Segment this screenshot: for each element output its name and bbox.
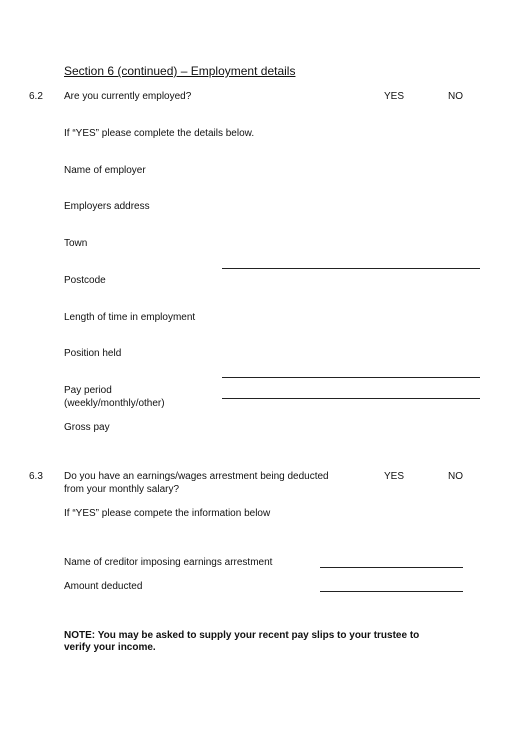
q62-yes-option[interactable]: YES — [384, 91, 405, 102]
section-title: Section 6 (continued) – Employment details — [64, 64, 296, 78]
pay-period-input-line[interactable] — [222, 398, 480, 399]
amount-deducted-input-line[interactable] — [320, 591, 463, 592]
town-input-line[interactable] — [222, 268, 480, 269]
creditor-name-label: Name of creditor imposing earnings arrestment — [64, 557, 273, 568]
q63-no-option[interactable]: NO — [448, 471, 463, 482]
gross-pay-label: Gross pay — [64, 422, 110, 433]
q62-instruction: If “YES” please complete the details below. — [64, 128, 255, 139]
pay-period-label: Pay period — [64, 385, 112, 396]
question-number-6-3: 6.3 — [29, 471, 43, 482]
employer-address-label: Employers address — [64, 201, 150, 212]
position-input-line[interactable] — [222, 377, 480, 378]
note-line-1: NOTE: You may be asked to supply your recent pay slips to your trustee to — [64, 630, 420, 641]
amount-deducted-label: Amount deducted — [64, 581, 143, 592]
position-held-label: Position held — [64, 348, 122, 359]
creditor-name-input-line[interactable] — [320, 567, 463, 568]
town-label: Town — [64, 238, 88, 249]
length-of-time-label: Length of time in employment — [64, 312, 196, 323]
question-6-3-text-line2: from your monthly salary? — [64, 484, 180, 495]
question-6-3-text-line1: Do you have an earnings/wages arrestment being deducted — [64, 471, 329, 482]
employer-name-label: Name of employer — [64, 165, 146, 176]
pay-period-sublabel: (weekly/monthly/other) — [64, 398, 165, 409]
question-number-6-2: 6.2 — [29, 91, 43, 102]
q63-instruction: If “YES” please compete the information below — [64, 508, 271, 519]
note-line-2: verify your income. — [64, 642, 156, 653]
question-6-2-text: Are you currently employed? — [64, 91, 192, 102]
postcode-label: Postcode — [64, 275, 106, 286]
q62-no-option[interactable]: NO — [448, 91, 463, 102]
q63-yes-option[interactable]: YES — [384, 471, 405, 482]
